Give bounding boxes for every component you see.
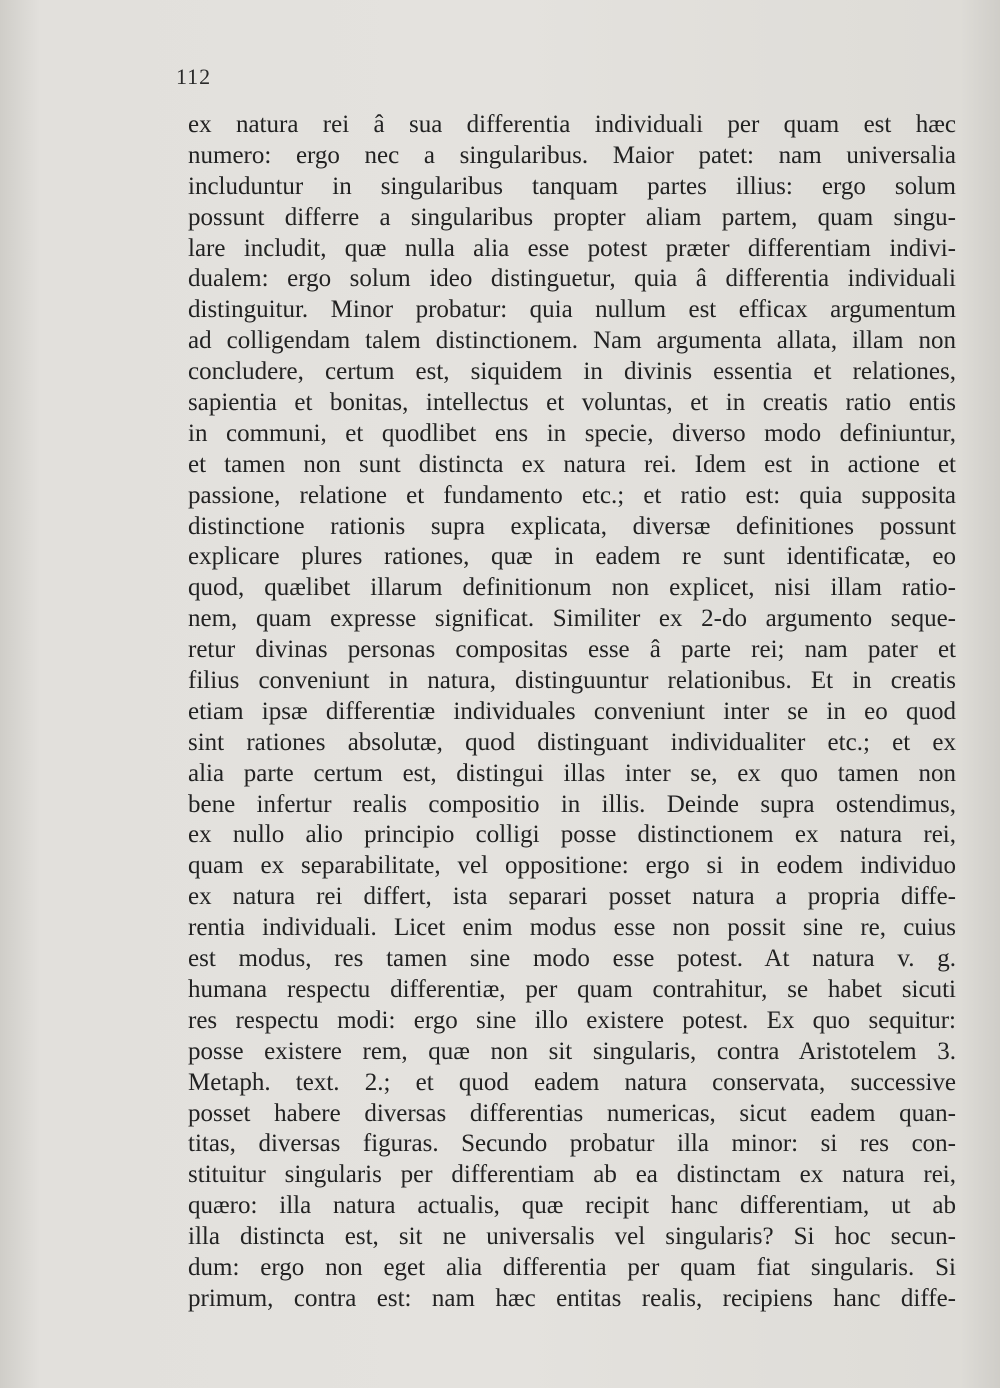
text-line: sapientia et bonitas, intellectus et voluntas, et in creatis ratio entis bbox=[188, 389, 956, 417]
text-line: posset habere diversas differentias numericas, sicut eadem quan- bbox=[188, 1099, 956, 1127]
text-line: alia parte certum est, distingui illas inter se, ex quo tamen non bbox=[188, 759, 956, 787]
text-line: ex natura rei â sua differentia individuali per quam est hæc bbox=[188, 111, 956, 138]
text-line: bene infertur realis compositio in illis. Deinde supra ostendimus, bbox=[188, 790, 956, 818]
text-line: stituitur singularis per differentiam ab ea distinctam ex natura rei, bbox=[188, 1161, 956, 1189]
text-line: ex nullo alio principio colligi posse distinctionem ex natura rei, bbox=[188, 821, 956, 849]
text-line: etiam ipsæ differentiæ individuales conveniunt inter se in eo quod bbox=[188, 697, 956, 725]
text-line: quam ex separabilitate, vel oppositione: ergo si in eodem individuo bbox=[188, 852, 956, 880]
text-line: possunt differre a singularibus propter aliam partem, quam singu- bbox=[188, 203, 956, 231]
body-text bbox=[188, 110, 956, 1315]
text-line: dum: ergo non eget alia differentia per quam fiat singularis. Si bbox=[188, 1253, 956, 1281]
text-line: est modus, res tamen sine modo esse potest. At natura v. g. bbox=[188, 945, 956, 973]
text-line: nem, quam expresse significat. Similiter ex 2-do argumento seque- bbox=[188, 605, 956, 633]
text-line: res respectu modi: ergo sine illo existere potest. Ex quo sequitur: bbox=[188, 1006, 956, 1034]
text-line: retur divinas personas compositas esse â parte rei; nam pater et bbox=[188, 636, 956, 664]
text-line: dualem: ergo solum ideo distinguetur, quia â differentia individuali bbox=[188, 265, 956, 293]
text-line: passione, relatione et fundamento etc.; et ratio est: quia supposita bbox=[188, 481, 956, 509]
bleed-through-mark bbox=[90, 130, 150, 142]
text-line: sint rationes absolutæ, quod distinguant individualiter etc.; et ex bbox=[188, 728, 956, 756]
text-line: primum, contra est: nam hæc entitas realis, recipiens hanc diffe- bbox=[188, 1284, 956, 1312]
text-line: quæro: illa natura actualis, quæ recipit hanc differentiam, ut ab bbox=[188, 1192, 956, 1220]
text-line: distinguitur. Minor probatur: quia nullum est efficax argumentum bbox=[188, 296, 956, 324]
text-line: posse existere rem, quæ non sit singularis, contra Aristotelem 3. bbox=[188, 1037, 956, 1065]
text-line: explicare plures rationes, quæ in eadem re sunt identificatæ, eo bbox=[188, 543, 956, 571]
text-line: quod, quælibet illarum definitionum non explicet, nisi illam ratio- bbox=[188, 574, 956, 602]
text-line: numero: ergo nec a singularibus. Maior patet: nam universalia bbox=[188, 141, 956, 169]
text-line: filius conveniunt in natura, distinguuntur relationibus. Et in creatis bbox=[188, 667, 956, 695]
text-line: distinctione rationis supra explicata, diversæ definitiones possunt bbox=[188, 512, 956, 540]
text-line: includuntur in singularibus tanquam partes illius: ergo solum bbox=[188, 172, 956, 200]
text-line: lare includit, quæ nulla alia esse potest præter differentiam indivi- bbox=[188, 234, 956, 262]
text-line: concludere, certum est, siquidem in divinis essentia et relationes, bbox=[188, 358, 956, 386]
text-line: illa distincta est, sit ne universalis vel singularis? Si hoc secun- bbox=[188, 1223, 956, 1251]
text-line: ex natura rei differt, ista separari posset natura a propria diffe- bbox=[188, 883, 956, 911]
text-line: Metaph. text. 2.; et quod eadem natura conservata, successive bbox=[188, 1068, 956, 1096]
text-line: humana respectu differentiæ, per quam contrahitur, se habet sicuti bbox=[188, 975, 956, 1003]
text-line: et tamen non sunt distincta ex natura rei. Idem est in actione et bbox=[188, 450, 956, 478]
text-line: rentia individuali. Licet enim modus esse non possit sine re, cuius bbox=[188, 914, 956, 942]
text-line: in communi, et quodlibet ens in specie, diverso modo definiuntur, bbox=[188, 419, 956, 447]
page-number: 112 bbox=[176, 64, 212, 89]
text-line: titas, diversas figuras. Secundo probatur illa minor: si res con- bbox=[188, 1130, 956, 1158]
text-line: ad colligendam talem distinctionem. Nam argumenta allata, illam non bbox=[188, 327, 956, 355]
